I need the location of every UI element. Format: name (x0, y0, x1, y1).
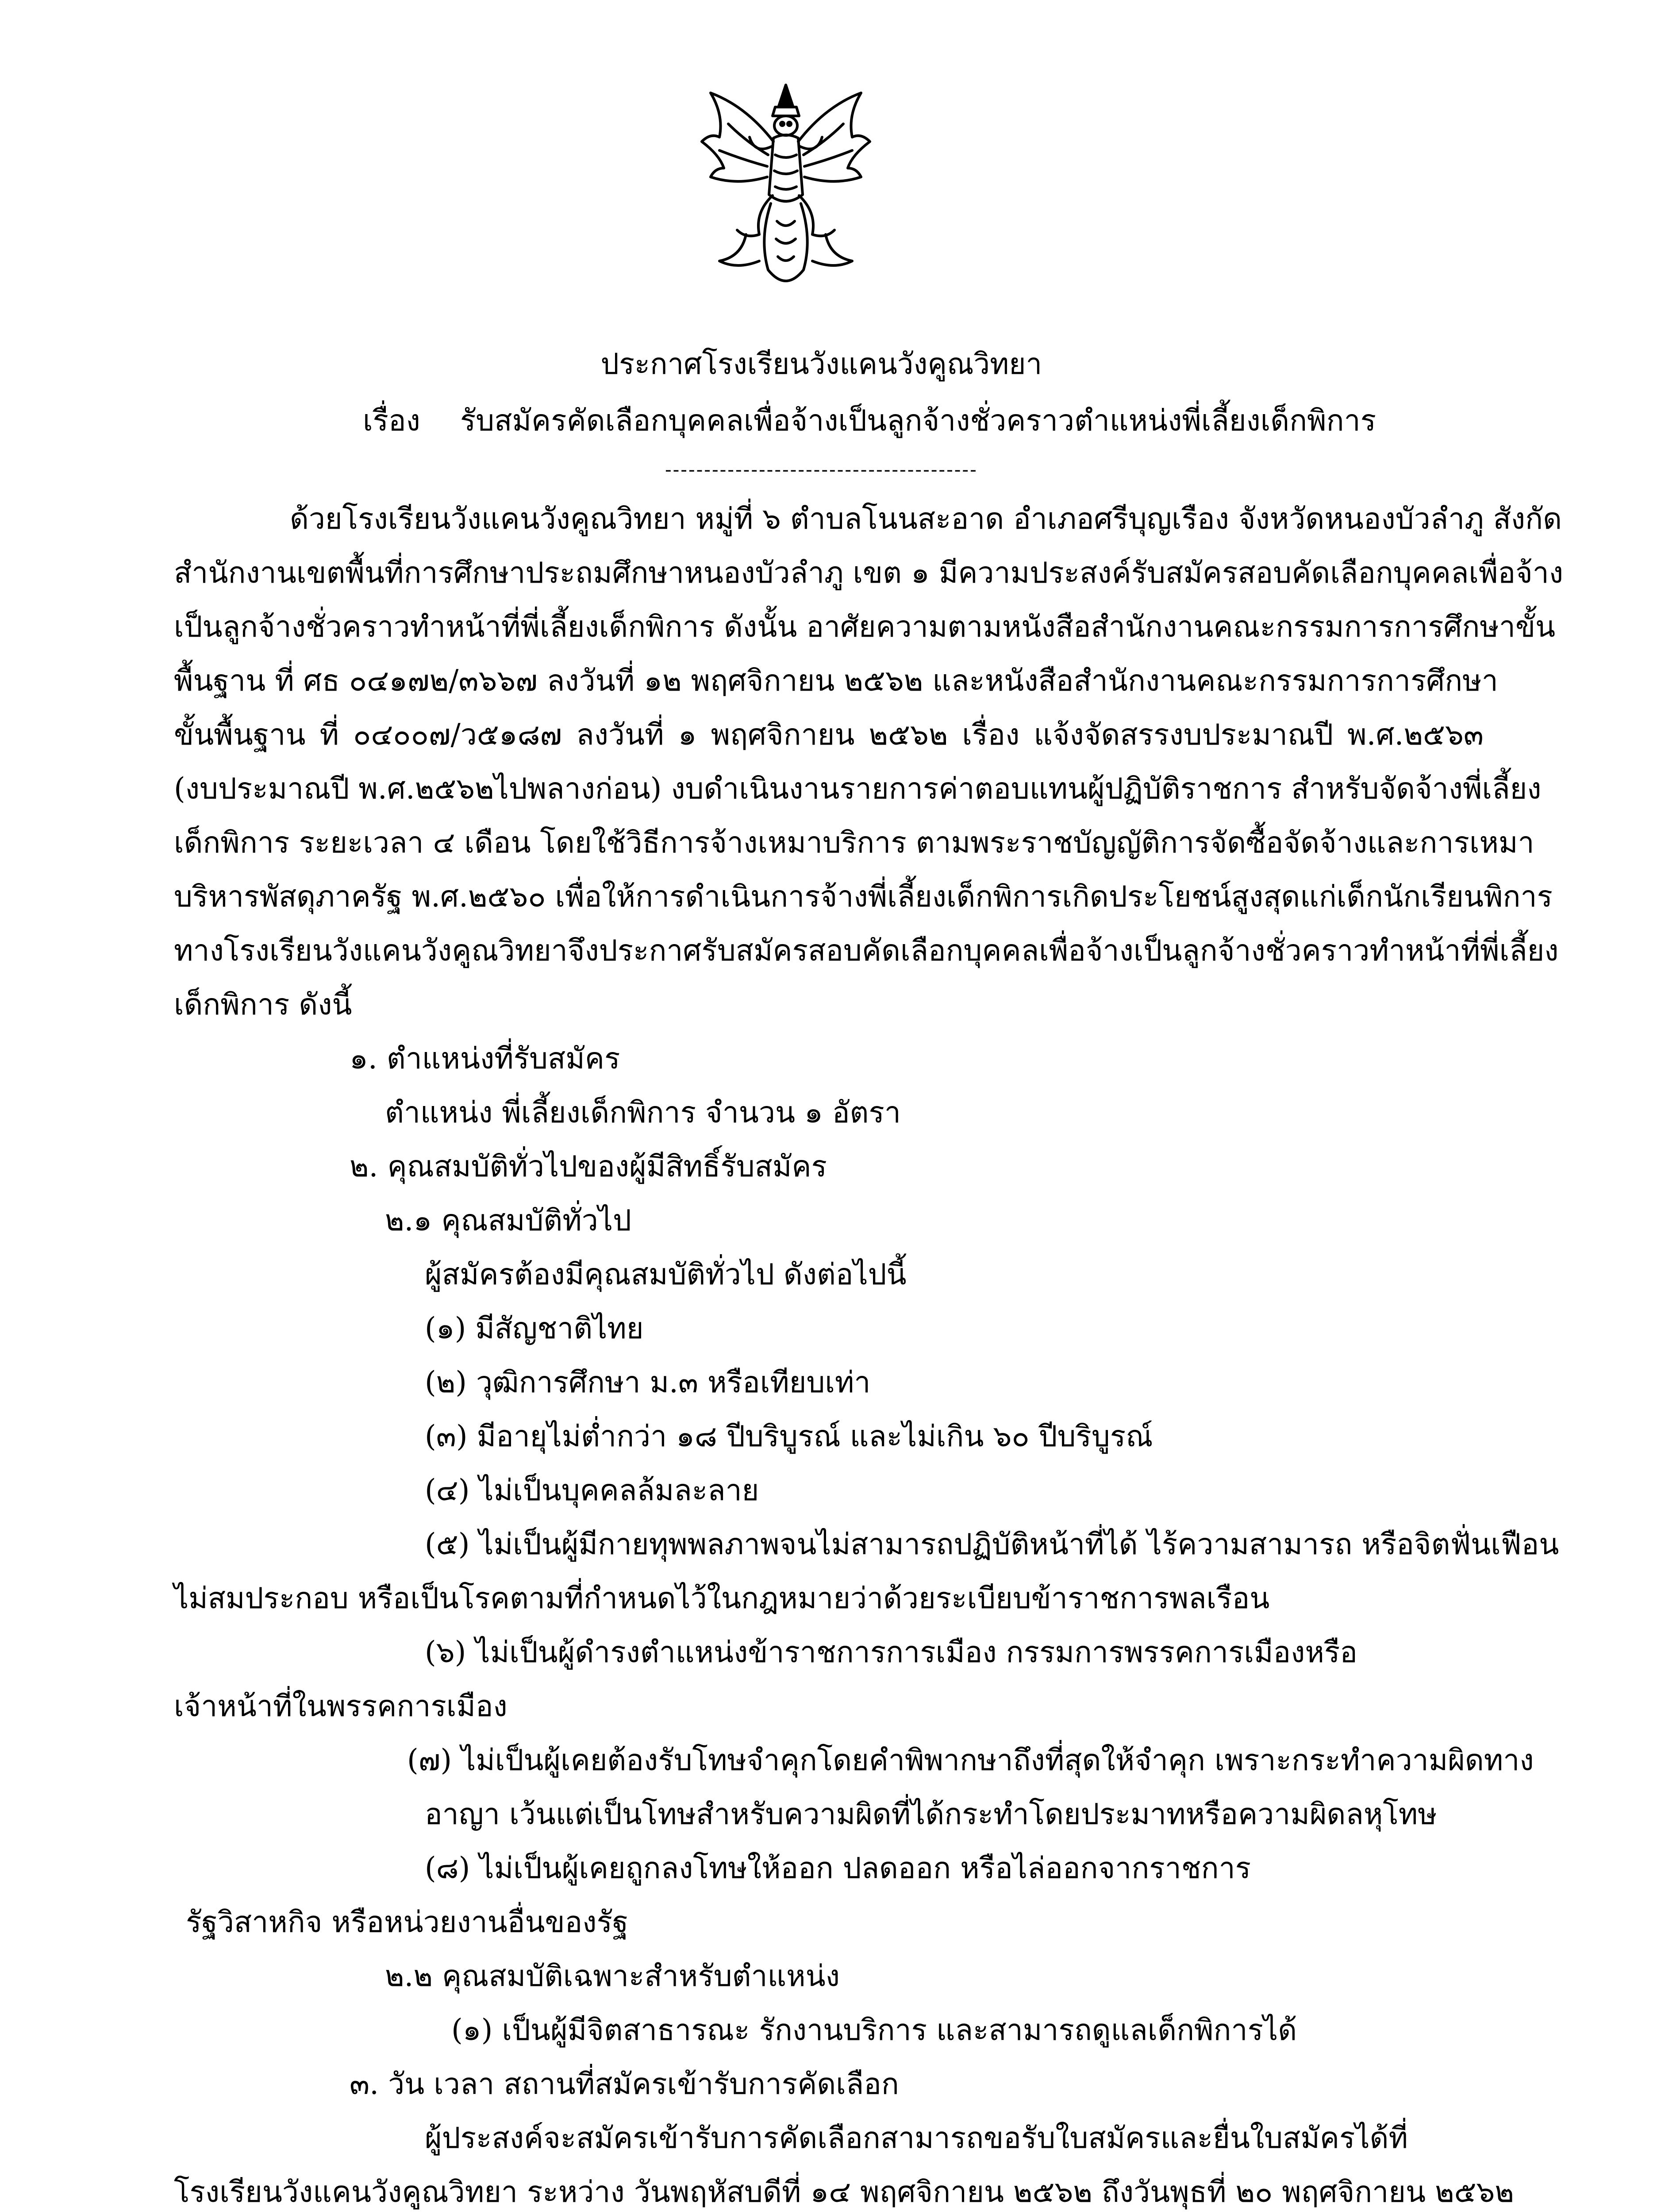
qualification-lead: ผู้สมัครต้องมีคุณสมบัติทั่วไป ดังต่อไปนี้ (425, 1257, 907, 1291)
specific-qualification-item: (๑) เป็นผู้มีจิตสาธารณะ รักงานบริการ และสามารถดูแลเด็กพิการได้ (451, 2013, 1297, 2047)
subject-label: เรื่อง (363, 403, 420, 438)
section-1-heading: ๑. ตำแหน่งที่รับสมัคร (350, 1041, 620, 1075)
subject-text: รับสมัครคัดเลือกบุคคลเพื่อจ้างเป็นลูกจ้างชั่วคราวตำแหน่งพี่เลี้ยงเด็กพิการ (460, 403, 1376, 438)
garuda-emblem-icon (693, 80, 879, 301)
qualification-item: (๘) ไม่เป็นผู้เคยถูกลงโทษให้ออก ปลดออก หรือไล่ออกจากราชการ (425, 1851, 1251, 1885)
document-title: ประกาศโรงเรียนวังแคนวังคูณวิทยา (600, 347, 1042, 381)
qualification-item-continued: อาญา เว้นแต่เป็นโทษสำหรับความผิดที่ได้กระทำโดยประมาทหรือความผิดลหุโทษ (425, 1797, 1437, 1831)
application-line: โรงเรียนวังแคนวังคูณวิทยา ระหว่าง วันพฤหัสบดีที่ ๑๔ พฤศจิกายน ๒๕๖๒ ถึงวันพุธที่ ๒๐ พฤศจิกายน ๒๕๖๒ (174, 2175, 1514, 2209)
qualification-item: (๖) ไม่เป็นผู้ดำรงตำแหน่งข้าราชการการเมือง กรรมการพรรคการเมืองหรือ (425, 1635, 1357, 1669)
section-3-heading: ๓. วัน เวลา สถานที่สมัครเข้ารับการคัดเลือก (350, 2067, 899, 2101)
qualification-item: (๑) มีสัญชาติไทย (425, 1311, 644, 1345)
qualification-item: (๗) ไม่เป็นผู้เคยต้องรับโทษจำคุกโดยคำพิพากษาถึงที่สุดให้จำคุก เพราะกระทำความผิดทาง (407, 1743, 1534, 1777)
intro-line: บริหารพัสดุภาครัฐ พ.ศ.๒๕๖๐ เพื่อให้การดำเนินการจ้างพี่เลี้ยงเด็กพิการเกิดประโยชน์สูงสุดแก่เด็กนักเรียนพิการ (174, 879, 1553, 914)
qualification-item-continued: ไม่สมประกอบ หรือเป็นโรคตามที่กำหนดไว้ในกฎหมายว่าด้วยระเบียบข้าราชการพลเรือน (174, 1581, 1270, 1615)
position-line: ตำแหน่ง พี่เลี้ยงเด็กพิการ จำนวน ๑ อัตรา (385, 1095, 901, 1129)
qualification-item: (๓) มีอายุไม่ต่ำกว่า ๑๘ ปีบริบูรณ์ และไม่เกิน ๖๐ ปีบริบูรณ์ (425, 1419, 1153, 1453)
title-divider: ---------------------------------------- (665, 458, 978, 481)
intro-line: พื้นฐาน ที่ ศธ ๐๔๑๗๒/๓๖๖๗ ลงวันที่ ๑๒ พฤศจิกายน ๒๕๖๒ และหนังสือสำนักงานคณะกรรมการการศึกษา (174, 664, 1498, 698)
application-line: ผู้ประสงค์จะสมัครเข้ารับการคัดเลือกสามารถขอรับใบสมัครและยื่นใบสมัครได้ที่ (425, 2121, 1408, 2155)
intro-line: เด็กพิการ ระยะเวลา ๔ เดือน โดยใช้วิธีการจ้างเหมาบริการ ตามพระราชบัญญัติการจัดซื้อจัดจ้างและการเหมา (174, 826, 1534, 860)
intro-line: (งบประมาณปี พ.ศ.๒๕๖๒ไปพลางก่อน) งบดำเนินงานรายการค่าตอบแทนผู้ปฏิบัติราชการ สำหรับจัดจ้างพี่เลี้ยง (174, 772, 1542, 806)
intro-line: เป็นลูกจ้างชั่วคราวทำหน้าที่พี่เลี้ยงเด็กพิการ ดังนั้น อาศัยความตามหนังสือสำนักงานคณะกรรมการการศึกษาขั้น (174, 610, 1556, 644)
qualification-item-continued: เจ้าหน้าที่ในพรรคการเมือง (174, 1689, 508, 1723)
intro-line: ขั้นพื้นฐาน ที่ ๐๔๐๐๗/ว๕๑๘๗ ลงวันที่ ๑ พฤศจิกายน ๒๕๖๒ เรื่อง แจ้งจัดสรรงบประมาณปี พ.ศ.๒๕๖๓ (174, 718, 1484, 752)
qualification-item: (๔) ไม่เป็นบุคคลล้มละลาย (425, 1473, 759, 1507)
subsection-2-1-heading: ๒.๑ คุณสมบัติทั่วไป (385, 1203, 631, 1237)
intro-line: เด็กพิการ ดังนี้ (174, 987, 352, 1022)
qualification-item-continued: รัฐวิสาหกิจ หรือหน่วยงานอื่นของรัฐ (186, 1905, 629, 1939)
qualification-item: (๕) ไม่เป็นผู้มีกายทุพพลภาพจนไม่สามารถปฏิบัติหน้าที่ได้ ไร้ความสามารถ หรือจิตฟั่นเฟือน (425, 1527, 1559, 1561)
qualification-item: (๒) วุฒิการศึกษา ม.๓ หรือเทียบเท่า (425, 1365, 871, 1399)
subject-line (363, 403, 1376, 438)
section-2-heading: ๒. คุณสมบัติทั่วไปของผู้มีสิทธิ์รับสมัคร (350, 1149, 827, 1183)
intro-line: ทางโรงเรียนวังแคนวังคูณวิทยาจึงประกาศรับสมัครสอบคัดเลือกบุคคลเพื่อจ้างเป็นลูกจ้างชั่วคราวทำหน้าที่พี่เลี้ยง (174, 933, 1559, 968)
intro-line: สำนักงานเขตพื้นที่การศึกษาประถมศึกษาหนองบัวลำภู เขต ๑ มีความประสงค์รับสมัครสอบคัดเลือกบุคคลเพื่อจ้าง (174, 556, 1564, 590)
subsection-2-2-heading: ๒.๒ คุณสมบัติเฉพาะสำหรับตำแหน่ง (385, 1959, 840, 1993)
intro-line: ด้วยโรงเรียนวังแคนวังคูณวิทยา หมู่ที่ ๖ ตำบลโนนสะอาด อำเภอศรีบุญเรือง จังหวัดหนองบัวลำภู สังกัด (290, 502, 1562, 536)
